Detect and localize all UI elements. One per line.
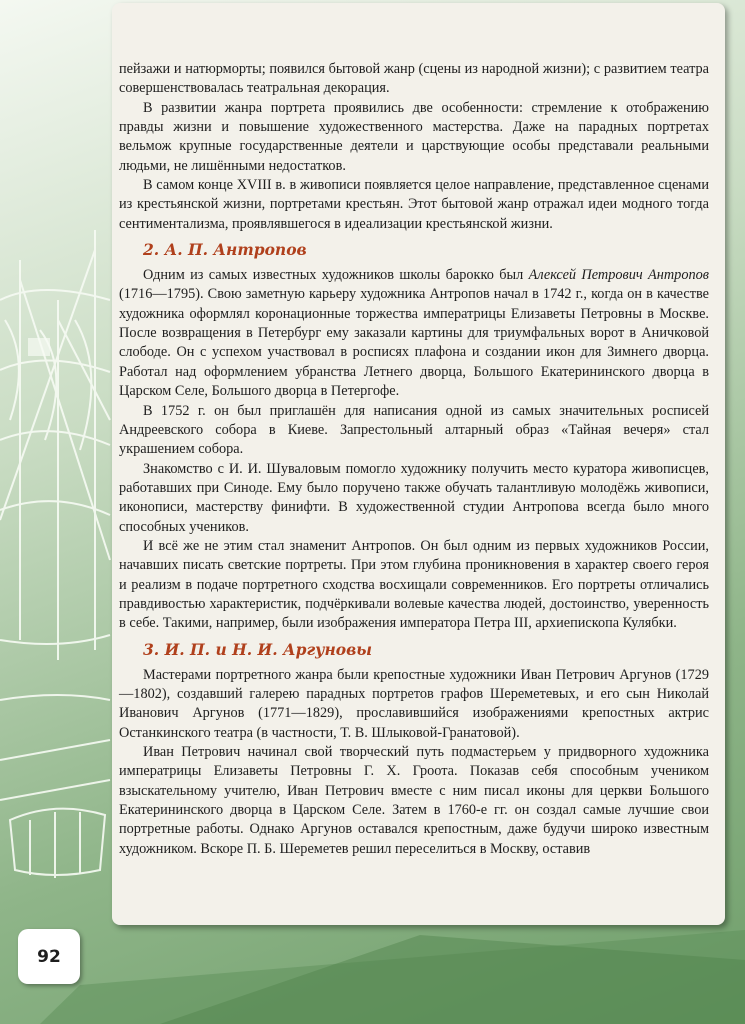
paragraph: В 1752 г. он был приглашён для написания одной из самых значительных росписей Андреевского собора в Киеве. Запрестольный алтарный образ «Тайная вечеря» стал украшением собора.: [119, 402, 709, 458]
page-number: 92: [18, 929, 80, 984]
paragraph: В самом конце XVIII в. в живописи появляется целое направление, представленное сценами из крестьянской жизни, портретами крестьян. Этот бытовой жанр отражал идеи модного тогда сентиментализма, проявлявшегося в идеализации крестьянской жизни.: [119, 177, 709, 232]
paragraph: И всё же не этим стал знаменит Антропов. Он был одним из первых художников России, начавших писать светские портреты. При этом глубина проникновения в характер своего героя и реализм в подаче портретного сходства восхищали современников. Его портреты отличались правдивостью характеристик, подчёркивали волевые качества людей, достоинство, уверенность в себе. Такими, например, были изображения императора Петра III, архиепископа Кулябки.: [119, 537, 709, 632]
paragraph: Одним из самых известных художников школы барокко был Алексей Петрович Антропов (1716—1795). Свою заметную карьеру художника Антропов начал в 1742 г., когда он в качестве художника оформлял коронационные торжества императрицы Елизаветы Петровны в Москве. После возвращения в Петербург ему заказали картины для триумфальных ворот в Аничковой слободе. Он с успехом участвовал в росписях плафона и создании икон для Зимнего дворца. Работал над оформлением убранства Летнего дворца, Большого Екатерининского дворца в Царском Селе, Большого дворца в Петергофе.: [119, 267, 709, 400]
paragraph: В развитии жанра портрета проявились две особенности: стремление к отображению правды жизни и повышение художественного мастерства. Даже на парадных портретах вельмож крупные государственные деятели и царствующие особы представали реальными людьми, не лишёнными недостатков.: [119, 99, 709, 174]
paragraph: пейзажи и натюрморты; появился бытовой жанр (сцены из народной жизни); с развитием театра совершенствовалась театральная декорация.: [119, 61, 709, 97]
text-column: [119, 60, 709, 859]
artist-name-italic: Алексей Петрович Антропов: [528, 267, 709, 284]
paragraph: Иван Петрович начинал свой творческий путь подмастерьем у придворного художника императрицы Елизаветы Петровны Г. Х. Гроота. Показав себя способным учеником взыскательному учителю, Иван Петрович вместе с ним писал иконы для церкви Большого Екатерининского дворца в Царском Селе. Затем в 1760-е гг. он создал самые лучшие свои портретные работы. Однако Аргунов оставался крепостным, даже будучи широко известным художником. Вскоре П. Б. Шереметев решил переселиться в Москву, оставив: [119, 744, 709, 857]
paragraph: Мастерами портретного жанра были крепостные художники Иван Петрович Аргунов (1729—1802), создавший галерею парадных портретов графов Шереметевых, и его сын Николай Иванович Аргунов (1771—1829), прославившийся изображениями крепостных актрис Останкинского театра (в частности, Т. В. Шлыковой-Гранатовой).: [119, 666, 709, 741]
section-heading-argunovy: 3. И. П. и Н. И. Аргуновы: [143, 639, 373, 659]
section-heading-antropov: 2. А. П. Антропов: [143, 240, 307, 260]
paragraph: Знакомство с И. И. Шуваловым помогло художнику получить место куратора живописцев, работавших при Синоде. Ему было поручено также обучать талантливую молодёжь живописи, иконописи, мастерству финифти. В художественной студии Антропова всегда было много способных учеников.: [119, 460, 709, 535]
